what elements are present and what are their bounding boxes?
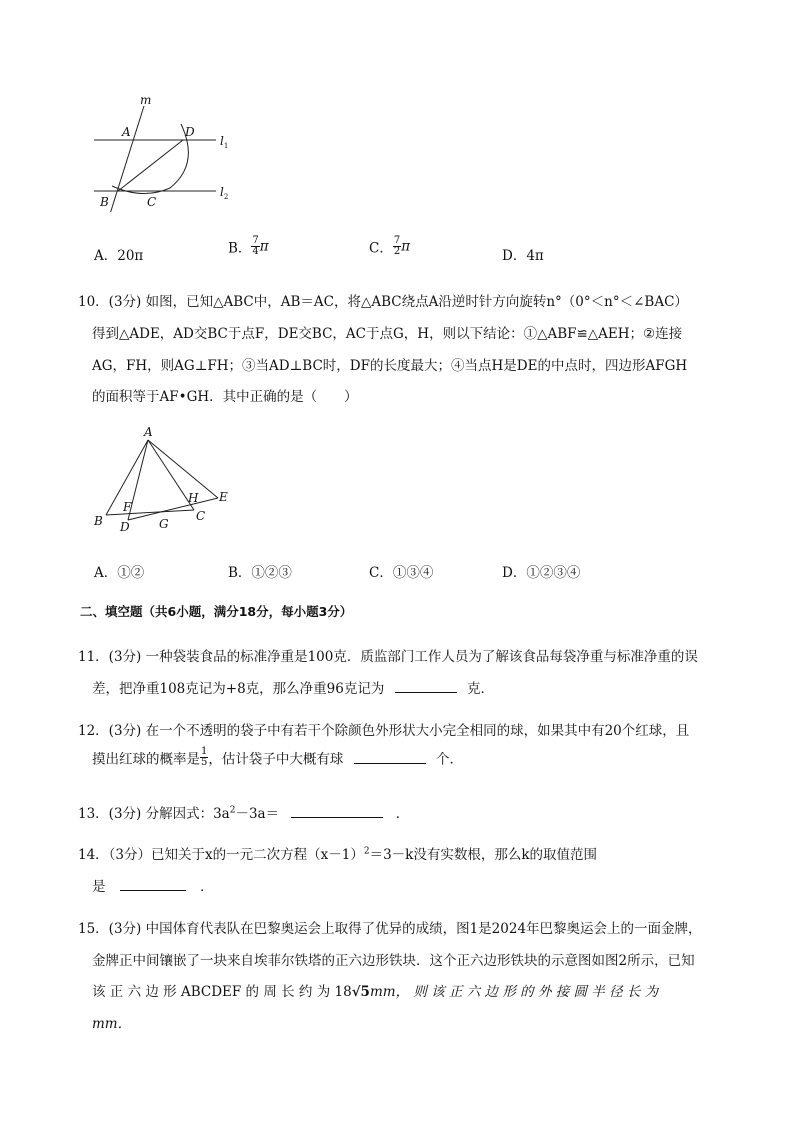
q9-option-c-prefix: C．	[369, 240, 393, 257]
q9-option-b-suffix: π	[259, 238, 269, 255]
q12-text-a: 摸出红球的概率是	[92, 751, 200, 768]
seg-ae	[148, 440, 218, 498]
q12-text-b: ，估计袋子中大概有球	[208, 751, 344, 768]
q11-line-1: 11．(3分) 一种袋装食品的标准净重是100克．质监部门工作人员为了解该食品每袋净重与标准净重的误	[78, 649, 698, 665]
q14-answer-blank[interactable]	[120, 878, 186, 891]
q14-text-d: ．	[200, 879, 214, 895]
q10-line-4: 的面积等于AF•GH．其中正确的是（ ）	[92, 389, 358, 405]
q15-line-2: 金牌正中间镶嵌了一块来自埃菲尔铁塔的正六边形铁块．这个正六边形铁块的示意图如图2所示，已知	[92, 953, 695, 969]
q13-answer-blank[interactable]	[291, 805, 383, 818]
q13-text-a: 13．(3分) 分解因式：3a	[78, 806, 230, 822]
q14-text-b: ＝3－k没有实数根，那么k的取值范围	[369, 847, 598, 863]
q12-fraction: $\frac{1}{5}$	[201, 746, 208, 768]
q9-option-b-fraction: $\frac{7}{4}$	[252, 235, 259, 257]
line-m	[110, 106, 144, 212]
q15-line-1: 15．(3分) 中国体育代表队在巴黎奥运会上取得了优异的成绩，图1是2024年巴黎奥运会上的一面金牌，	[78, 921, 702, 937]
label-l2: $l_2$	[220, 185, 229, 201]
q10-line-3: AG，FH，则AG⊥FH；③当AD⊥BC时，DF的长度最大；④当点H是DE的中点时，四边形AFGH	[92, 358, 688, 374]
q14-text-a: 14．（3分）已知关于x的一元二次方程（x－1）	[78, 847, 364, 863]
q14-exponent: 2	[363, 846, 370, 857]
q9-option-c-fraction: $\frac{7}{2}$	[393, 235, 401, 257]
label-a: A	[122, 125, 131, 139]
q10-figure	[90, 422, 235, 537]
q15-line-4: mm．	[92, 1016, 132, 1032]
q12-line-2	[92, 747, 463, 768]
q9-option-b-prefix: B．	[228, 240, 252, 257]
q15-radical: √5	[351, 984, 370, 1000]
q11-text-b: 克．	[466, 681, 494, 697]
q10-line-1: 10．(3分) 如图，已知△ABC中，AB＝AC，将△ABC绕点A沿逆时针方向旋转n°（0°＜n°＜∠BAC）	[78, 294, 688, 310]
q14-line-1	[78, 843, 597, 863]
q10-line-2: 得到△ADE，AD交BC于点F，DE交BC，AC于点G，H，则以下结论：①△ABF≌△AEH；②连接	[92, 326, 683, 342]
q15-text-b: mm， 则 该 正 六 边 形 的 外 接 圆 半 径 长 为	[369, 984, 659, 1000]
q11-line-2	[92, 677, 494, 697]
label-h: H	[188, 491, 199, 505]
label-d: D	[185, 125, 195, 139]
label-c: C	[196, 509, 206, 523]
label-c: C	[147, 195, 157, 209]
q9-figure	[88, 92, 238, 212]
label-a: A	[144, 425, 153, 439]
q12-line-1: 12．(3分) 在一个不透明的袋子中有若干个除颜色外形状大小完全相同的球，如果其中有20个红球，且	[78, 723, 690, 739]
label-g: G	[159, 517, 169, 531]
q11-answer-blank[interactable]	[395, 680, 457, 693]
q14-text-c: 是	[92, 879, 106, 895]
label-d: D	[120, 520, 130, 534]
q10-option-d[interactable]: D．①②③④	[502, 565, 581, 581]
q14-line-2	[92, 875, 214, 895]
q15-line-3	[92, 980, 658, 1000]
q13-text-b: －3a＝	[235, 806, 280, 822]
q15-text-a: 该 正 六 边 形 ABCDEF 的 周 长 约 为 18	[92, 984, 352, 1000]
q9-option-a[interactable]: A．20π	[94, 248, 144, 264]
section-heading: 二、填空题（共6小题，满分18分，每小题3分）	[80, 604, 353, 619]
q12-answer-blank[interactable]	[354, 751, 426, 764]
label-m: m	[140, 93, 152, 107]
label-e: E	[219, 490, 228, 504]
label-b: B	[94, 514, 103, 528]
segment-bd	[118, 140, 183, 191]
q13-text-c: ．	[395, 806, 410, 822]
q9-option-d[interactable]: D．4π	[502, 248, 544, 264]
label-l1: $l_1$	[220, 134, 229, 150]
q9-option-c-suffix: π	[401, 238, 411, 255]
label-b: B	[100, 195, 109, 209]
q10-option-b[interactable]: B．①②③	[228, 565, 292, 581]
q10-option-c[interactable]: C．①③④	[369, 565, 434, 581]
q10-option-a[interactable]: A．①②	[94, 565, 145, 581]
q12-text-c: 个．	[435, 751, 463, 768]
q13-line	[78, 802, 409, 822]
q9-option-c[interactable]	[369, 236, 410, 257]
label-f: F	[123, 500, 132, 514]
q13-exponent: 2	[229, 805, 236, 816]
q9-option-b[interactable]	[228, 236, 269, 257]
q11-text-a: 差，把净重108克记为+8克，那么净重96克记为	[92, 681, 385, 697]
